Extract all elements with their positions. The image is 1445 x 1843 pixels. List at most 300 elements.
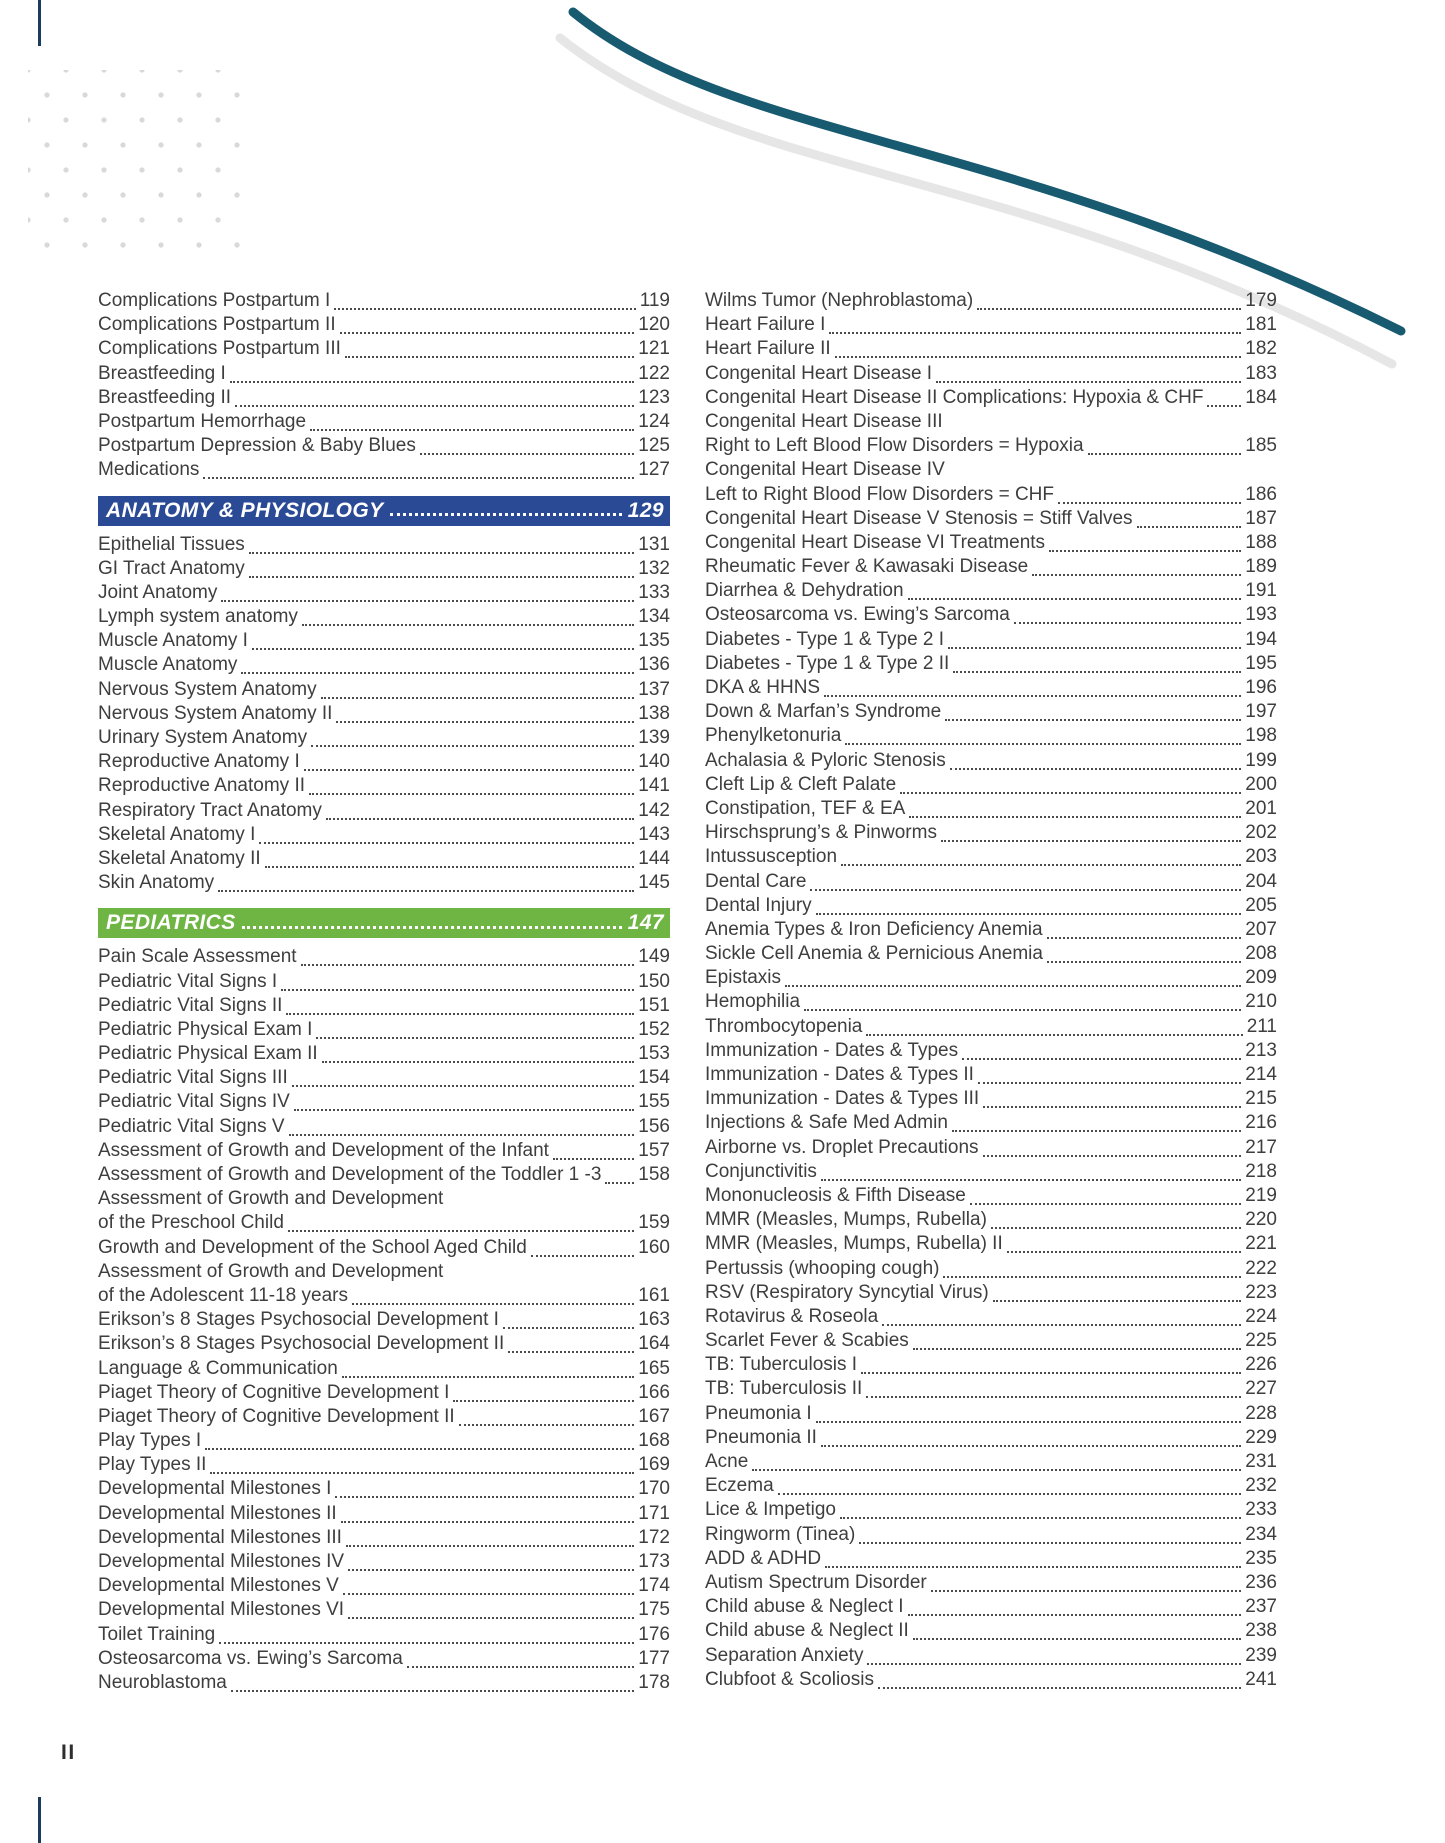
leader-dots (219, 1623, 634, 1644)
toc-entry-title: Congenital Heart Disease II Complications: Hypoxia & CHF (705, 386, 1204, 408)
toc-entry-title: Developmental Milestones III (98, 1526, 342, 1548)
leader-dots (948, 628, 1241, 649)
toc-entry-page: 207 (1245, 918, 1277, 940)
leader-dots (952, 1111, 1241, 1132)
toc-entry-title: Hirschsprung’s & Pinworms (705, 822, 937, 844)
toc-entry (98, 823, 670, 847)
toc-entry-title: GI Tract Anatomy (98, 557, 245, 579)
leader-dots (221, 581, 634, 602)
toc-entry-continued-line (705, 458, 1277, 482)
toc-entry (705, 1232, 1277, 1256)
toc-entry (98, 1429, 670, 1453)
toc-entry-title: Breastfeeding I (98, 362, 226, 384)
toc-entry (98, 1623, 670, 1647)
leader-dots (931, 1571, 1242, 1592)
toc-entry-title: Pertussis (whooping cough) (705, 1257, 940, 1279)
toc-entry (705, 555, 1277, 579)
leader-dots (909, 797, 1241, 818)
toc-entry-page: 205 (1245, 894, 1277, 916)
leader-dots (334, 289, 635, 310)
toc-entry (705, 1160, 1277, 1184)
toc-entry-title: Pediatric Vital Signs I (98, 970, 278, 992)
toc-entry-title: Immunization - Dates & Types (705, 1039, 959, 1061)
toc-entry-page: 177 (638, 1647, 670, 1669)
toc-entry-page: 143 (638, 823, 670, 845)
leader-dots (878, 1668, 1241, 1689)
toc-entry-page: 125 (638, 435, 670, 457)
toc-entry (705, 531, 1277, 555)
leader-dots (840, 1498, 1241, 1519)
toc-entry (705, 700, 1277, 724)
toc-entry-page: 197 (1245, 701, 1277, 723)
toc-entry-title: Assessment of Growth and Development of the Toddler 1 -3 (98, 1164, 602, 1185)
leader-dots (390, 513, 622, 516)
leader-dots (286, 994, 634, 1015)
toc-entry-page: 172 (638, 1526, 670, 1548)
toc-entry-page: 188 (1245, 531, 1277, 553)
toc-entry (705, 1015, 1277, 1039)
leader-dots (1032, 555, 1241, 576)
toc-entry-page: 142 (638, 799, 670, 821)
toc-entry-title: Dental Care (705, 870, 807, 892)
leader-dots (821, 1426, 1241, 1447)
toc-entry-title: Mononucleosis & Fifth Disease (705, 1184, 966, 1206)
toc-entry-page: 216 (1245, 1112, 1277, 1134)
toc-entry (98, 289, 670, 313)
leader-dots (908, 579, 1242, 600)
toc-entry-page: 237 (1245, 1596, 1277, 1618)
leader-dots (289, 1115, 635, 1136)
toc-entry (705, 1281, 1277, 1305)
toc-entry-title: Erikson’s 8 Stages Psychosocial Development I (98, 1309, 499, 1331)
toc-entry (705, 579, 1277, 603)
toc-entry-title: Muscle Anatomy (98, 654, 238, 676)
toc-entry (98, 1284, 670, 1308)
toc-entry-title: Heart Failure II (705, 338, 831, 360)
toc-entry-page: 199 (1245, 749, 1277, 771)
toc-entry (98, 750, 670, 774)
toc-entry-title: Conjunctivitis (705, 1160, 817, 1182)
leader-dots (346, 1526, 634, 1547)
toc-entry-title: Osteosarcoma vs. Ewing’s Sarcoma (98, 1647, 403, 1669)
toc-entry (98, 1477, 670, 1501)
toc-entry-title: Thrombocytopenia (705, 1015, 863, 1037)
toc-entry-page: 226 (1245, 1354, 1277, 1376)
toc-entry (98, 1598, 670, 1622)
toc-entry-title: Respiratory Tract Anatomy (98, 799, 322, 821)
toc-entry-title: Muscle Anatomy I (98, 630, 248, 652)
toc-entry-page: 234 (1245, 1523, 1277, 1545)
toc-entry (98, 362, 670, 386)
section-header-label: PEDIATRICS (106, 911, 236, 935)
leader-dots (345, 337, 634, 358)
toc-entry-page: 167 (638, 1405, 670, 1427)
toc-entry-title: Skin Anatomy (98, 872, 215, 894)
toc-entry (705, 386, 1277, 410)
toc-entry (705, 797, 1277, 821)
leader-dots (936, 362, 1241, 383)
toc-entry-page: 154 (638, 1067, 670, 1089)
leader-dots (407, 1647, 634, 1668)
leader-dots (242, 926, 622, 929)
toc-entry-page: 228 (1245, 1402, 1277, 1424)
toc-entry (98, 1308, 670, 1332)
toc-entry-title: Congenital Heart Disease VI Treatments (705, 531, 1046, 553)
toc-entry-page: 222 (1245, 1257, 1277, 1279)
toc-entry-page: 127 (638, 459, 670, 481)
toc-entry-title: Hemophilia (705, 991, 801, 1013)
leader-dots (991, 1208, 1241, 1229)
toc-entry-title: Developmental Milestones I (98, 1478, 332, 1500)
leader-dots (316, 1018, 634, 1039)
toc-entry-page: 153 (638, 1043, 670, 1065)
toc-entry-title: Lice & Impetigo (705, 1499, 836, 1521)
leader-dots (841, 845, 1241, 866)
toc-entry-page: 176 (638, 1623, 670, 1645)
toc-entry-page: 132 (638, 557, 670, 579)
leader-dots (983, 1136, 1242, 1157)
leader-dots (309, 774, 634, 795)
toc-entry (705, 1426, 1277, 1450)
toc-entry (705, 773, 1277, 797)
toc-entry-title: Developmental Milestones IV (98, 1551, 345, 1572)
section-header (98, 908, 670, 938)
toc-entry-title: Pneumonia I (705, 1402, 812, 1424)
toc-entry-page: 158 (638, 1164, 670, 1185)
toc-entry-page: 200 (1245, 773, 1277, 795)
toc-entry-title: Diarrhea & Dehydration (705, 580, 904, 602)
toc-entry-page: 152 (638, 1018, 670, 1040)
leader-dots (252, 629, 634, 650)
toc-entry-title: Piaget Theory of Cognitive Development II (98, 1405, 455, 1427)
toc-entry-title: Left to Right Blood Flow Disorders = CHF (705, 483, 1054, 505)
toc-entry-page: 140 (638, 751, 670, 773)
toc-entry-title: Nervous System Anatomy (98, 678, 317, 700)
toc-entry (705, 483, 1277, 507)
toc-entry-page: 189 (1245, 556, 1277, 578)
toc-entry (98, 581, 670, 605)
leader-dots (352, 1284, 634, 1305)
toc-entry-title: Reproductive Anatomy I (98, 751, 300, 773)
leader-dots (203, 458, 634, 479)
folio-page-number: II (61, 1741, 76, 1764)
toc-entry (98, 1574, 670, 1598)
toc-entry (705, 628, 1277, 652)
toc-entry (98, 386, 670, 410)
toc-entry-title: Skeletal Anatomy I (98, 823, 256, 845)
toc-entry-title: Urinary System Anatomy (98, 727, 308, 748)
toc-entry-title: RSV (Respiratory Syncytial Virus) (705, 1281, 989, 1303)
toc-entry (705, 1353, 1277, 1377)
leader-dots (825, 1547, 1241, 1568)
toc-entry-title: Right to Left Blood Flow Disorders = Hypoxia (705, 435, 1084, 457)
leader-dots (752, 1450, 1241, 1471)
section-header-page: 129 (627, 498, 664, 522)
toc-entry-title: Phenylketonuria (705, 725, 842, 747)
toc-entry-title: Neuroblastoma (98, 1671, 227, 1693)
toc-entry-title: Toilet Training (98, 1623, 216, 1645)
toc-entry-page: 184 (1245, 386, 1277, 408)
leader-dots (900, 773, 1241, 794)
toc-entry-title: Osteosarcoma vs. Ewing’s Sarcoma (705, 604, 1010, 626)
leader-dots (943, 1257, 1241, 1278)
toc-entry-title: Lymph system anatomy (98, 606, 298, 628)
leader-dots (231, 1671, 634, 1692)
toc-entry-page: 121 (638, 338, 670, 360)
leader-dots (993, 1281, 1242, 1302)
toc-entry (705, 1111, 1277, 1135)
toc-entry-title: Developmental Milestones II (98, 1502, 337, 1524)
toc-entry-page: 166 (638, 1381, 670, 1403)
toc-entry-page: 202 (1245, 822, 1277, 844)
leader-dots (977, 289, 1241, 310)
toc-entry (98, 653, 670, 677)
leader-dots (983, 1087, 1241, 1108)
toc-entry-page: 161 (638, 1284, 670, 1306)
leader-dots (310, 410, 634, 431)
leader-dots (908, 1595, 1242, 1616)
toc-entry (98, 434, 670, 458)
leader-dots (950, 749, 1242, 770)
leader-dots (845, 724, 1241, 745)
toc-entry-page: 211 (1246, 1015, 1277, 1037)
toc-entry-title: Assessment of Growth and Development (98, 1260, 444, 1282)
toc-entry (98, 458, 670, 482)
toc-entry-page: 169 (638, 1454, 670, 1476)
toc-entry-title: Rotavirus & Roseola (705, 1305, 879, 1327)
toc-entry (98, 1357, 670, 1381)
toc-entry (98, 1042, 670, 1066)
leader-dots (288, 1211, 634, 1232)
toc-entry-page: 215 (1245, 1088, 1277, 1110)
leader-dots (322, 1042, 635, 1063)
toc-entry-title: Language & Communication (98, 1357, 338, 1379)
toc-entry-title: Developmental Milestones V (98, 1575, 339, 1597)
toc-entry (705, 1402, 1277, 1426)
toc-entry-page: 135 (638, 630, 670, 652)
toc-entry (705, 1595, 1277, 1619)
leader-dots (1058, 483, 1241, 504)
toc-entry-title: Nervous System Anatomy II (98, 702, 333, 724)
toc-entry (98, 847, 670, 871)
leader-dots (341, 1502, 635, 1523)
toc-entry-page: 236 (1245, 1571, 1277, 1593)
toc-entry-page: 151 (638, 994, 670, 1016)
leader-dots (343, 1574, 635, 1595)
toc-entry-page: 191 (1245, 580, 1277, 602)
toc-entry-title: Assessment of Growth and Development (98, 1188, 444, 1210)
toc-entry-title: Reproductive Anatomy II (98, 775, 305, 797)
toc-entry (705, 1136, 1277, 1160)
toc-entry-page: 194 (1245, 628, 1277, 650)
toc-entry (98, 774, 670, 798)
corner-mark-top (38, 0, 41, 46)
toc-entry-page: 221 (1245, 1233, 1277, 1255)
toc-entry-title: Epistaxis (705, 967, 782, 989)
toc-entry-page: 219 (1245, 1184, 1277, 1206)
toc-entry (705, 821, 1277, 845)
toc-entry-title: Postpartum Hemorrhage (98, 410, 307, 432)
toc-entry (98, 410, 670, 434)
toc-entry-page: 139 (638, 727, 670, 748)
toc-entry (705, 1329, 1277, 1353)
leader-dots (945, 700, 1241, 721)
toc-entry-page: 155 (638, 1091, 670, 1113)
toc-entry-title: Autism Spectrum Disorder (705, 1571, 927, 1593)
toc-entry (705, 676, 1277, 700)
toc-entry (705, 1547, 1277, 1571)
leader-dots (810, 870, 1241, 891)
toc-entry-page: 168 (638, 1430, 670, 1452)
toc-entry-title: Pediatric Vital Signs V (98, 1115, 285, 1137)
toc-entry (705, 990, 1277, 1014)
toc-entry-title: Medications (98, 459, 200, 481)
toc-entry-page: 201 (1245, 797, 1277, 819)
toc-entry (705, 313, 1277, 337)
toc-entry-page: 157 (638, 1139, 670, 1161)
toc-entry-title: Congenital Heart Disease V Stenosis = Stiff Valves (705, 507, 1133, 529)
leader-dots (453, 1381, 634, 1402)
leader-dots (816, 1402, 1242, 1423)
toc-entry-title: Complications Postpartum I (98, 290, 331, 311)
toc-entry-title: Piaget Theory of Cognitive Development I (98, 1381, 450, 1403)
toc-entry-title: of the Adolescent 11-18 years (98, 1284, 348, 1306)
toc-entry-page: 181 (1245, 314, 1277, 336)
toc-entry (98, 533, 670, 557)
toc-entry (705, 434, 1277, 458)
toc-entry-page: 160 (638, 1236, 670, 1258)
toc-entry-page: 214 (1245, 1064, 1277, 1085)
toc-entry (705, 966, 1277, 990)
leader-dots (249, 557, 635, 578)
dot-grid-pattern (28, 70, 243, 262)
toc-entry (98, 1211, 670, 1235)
toc-entry (98, 337, 670, 361)
toc-entry (705, 1087, 1277, 1111)
toc-entry (98, 994, 670, 1018)
toc-entry-page: 178 (638, 1671, 670, 1693)
leader-dots (859, 1523, 1241, 1544)
leader-dots (336, 702, 634, 723)
leader-dots (824, 676, 1241, 697)
toc-entry (705, 1305, 1277, 1329)
toc-entry-page: 171 (638, 1502, 670, 1524)
leader-dots (970, 1184, 1241, 1205)
toc-entry-title: Erikson’s 8 Stages Psychosocial Development II (98, 1333, 505, 1355)
toc-entry-page: 227 (1245, 1378, 1277, 1400)
leader-dots (962, 1039, 1241, 1060)
leader-dots (241, 653, 634, 674)
toc-entry-page: 141 (638, 775, 670, 797)
toc-entry-page: 150 (638, 970, 670, 992)
toc-entry (705, 1619, 1277, 1643)
toc-entry (98, 1066, 670, 1090)
leader-dots (302, 605, 634, 626)
toc-entry (98, 313, 670, 337)
leader-dots (861, 1353, 1241, 1374)
leader-dots (294, 1090, 634, 1111)
toc-entry-page: 133 (638, 581, 670, 603)
leader-dots (508, 1332, 634, 1353)
toc-entry-page: 229 (1245, 1426, 1277, 1448)
leader-dots (230, 362, 634, 383)
toc-entry-page: 187 (1245, 507, 1277, 529)
toc-entry-continued-line (705, 410, 1277, 434)
toc-entry-title: Rheumatic Fever & Kawasaki Disease (705, 556, 1029, 578)
toc-entry-title: Child abuse & Neglect I (705, 1596, 904, 1618)
toc-entry-title: Breastfeeding II (98, 386, 232, 408)
toc-entry (705, 1184, 1277, 1208)
toc-entry-continued-line (98, 1260, 670, 1284)
leader-dots (342, 1357, 635, 1378)
toc-entry (705, 1257, 1277, 1281)
toc-entry-page: 163 (638, 1309, 670, 1331)
toc-entry-page: 138 (638, 702, 670, 724)
toc-entry-page: 217 (1245, 1136, 1277, 1158)
leader-dots (326, 799, 634, 820)
toc-entry (98, 702, 670, 726)
toc-entry-page: 120 (638, 314, 670, 336)
toc-entry-title: Epithelial Tissues (98, 533, 245, 555)
leader-dots (205, 1429, 634, 1450)
leader-dots (292, 1066, 635, 1087)
toc-entry-title: Down & Marfan’s Syndrome (705, 701, 942, 723)
toc-entry (705, 1668, 1277, 1692)
leader-dots (953, 652, 1241, 673)
toc-entry-title: Immunization - Dates & Types II (705, 1064, 974, 1085)
toc-entry (705, 749, 1277, 773)
toc-entry-title: Ringworm (Tinea) (705, 1523, 856, 1545)
toc-entry-page: 159 (638, 1212, 670, 1234)
toc-entry-page: 183 (1245, 362, 1277, 384)
leader-dots (210, 1453, 634, 1474)
toc-entry-page: 136 (638, 654, 670, 676)
leader-dots (816, 894, 1242, 915)
toc-entry-page: 218 (1245, 1160, 1277, 1182)
toc-entry (705, 1208, 1277, 1232)
toc-entry-title: Congenital Heart Disease III (705, 410, 943, 432)
toc-entry-page: 186 (1245, 483, 1277, 505)
toc-entry (705, 870, 1277, 894)
toc-entry-title: Wilms Tumor (Nephroblastoma) (705, 290, 974, 311)
toc-entry-page: 220 (1245, 1209, 1277, 1231)
toc-entry-title: Pediatric Physical Exam I (98, 1018, 313, 1040)
toc-entry-title: Clubfoot & Scoliosis (705, 1668, 874, 1690)
toc-entry-title: Skeletal Anatomy II (98, 847, 261, 869)
leader-dots (605, 1163, 634, 1184)
toc-entry-title: Heart Failure I (705, 314, 826, 336)
toc-entry-page: 241 (1245, 1668, 1277, 1690)
leader-dots (1014, 603, 1241, 624)
toc-entry-title: Sickle Cell Anemia & Pernicious Anemia (705, 943, 1043, 965)
toc-entry-title: TB: Tuberculosis II (705, 1378, 863, 1400)
toc-entry (98, 1332, 670, 1356)
toc-entry-title: Play Types II (98, 1454, 207, 1476)
leader-dots (503, 1308, 634, 1329)
toc-entry-page: 225 (1245, 1330, 1277, 1352)
toc-entry (705, 603, 1277, 627)
toc-entry (98, 1550, 670, 1574)
toc-entry-title: MMR (Measles, Mumps, Rubella) (705, 1209, 987, 1231)
leader-dots (1088, 434, 1242, 455)
leader-dots (311, 726, 634, 747)
toc-entry (98, 970, 670, 994)
toc-entry-page: 235 (1245, 1547, 1277, 1569)
toc-entry-page: 144 (638, 847, 670, 869)
toc-entry-page: 175 (638, 1599, 670, 1621)
toc-entry-title: Pediatric Vital Signs IV (98, 1091, 290, 1113)
leader-dots (420, 434, 634, 455)
